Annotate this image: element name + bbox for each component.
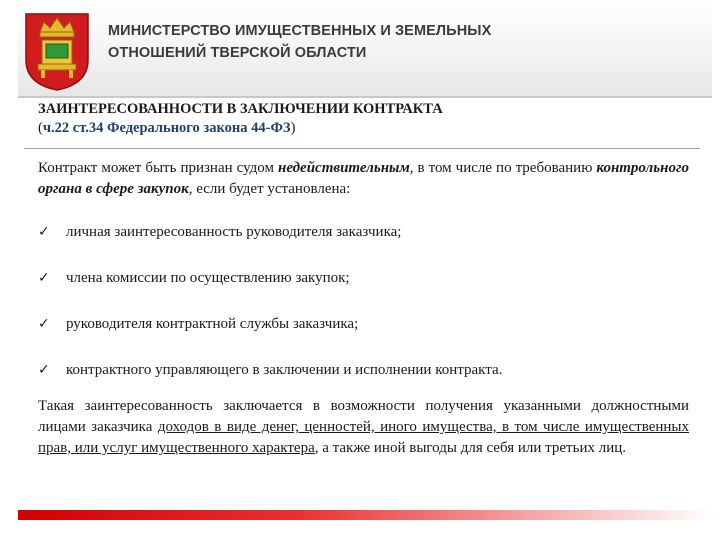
closing-underlined: доходов в виде денег, ценностей, иного имущества, в том числе имущественных прав, или услуг имущественного характера — [38, 419, 689, 456]
page-title — [38, 100, 688, 138]
intro-emphasis-invalid: недействительным — [278, 160, 410, 176]
ministry-name-line1: МИНИСТЕРСТВО ИМУЩЕСТВЕННЫХ И ЗЕМЕЛЬНЫХ — [108, 23, 492, 39]
closing-paragraph — [38, 396, 689, 459]
intro-text: Контракт может быть признан судом — [38, 160, 278, 176]
interest-list — [38, 222, 688, 406]
list-item — [38, 314, 688, 360]
title-line2 — [38, 119, 688, 138]
list-item-text: руководителя контрактной службы заказчика; — [66, 316, 359, 332]
header-divider — [18, 96, 712, 98]
list-item-text: личная заинтересованность руководителя заказчика; — [66, 224, 402, 240]
list-item-text: контрактного управляющего в заключении и исполнении контракта. — [66, 362, 503, 378]
list-item — [38, 268, 688, 314]
checkmark-icon: ✓ — [38, 270, 50, 286]
footer-accent-bar — [18, 510, 712, 520]
title-line1: ЗАИНТЕРЕСОВАННОСТИ В ЗАКЛЮЧЕНИИ КОНТРАКТА — [38, 101, 443, 117]
title-paren-close: ) — [290, 120, 296, 136]
intro-emphasis-authority: контрольного органа в сфере закупок — [38, 160, 689, 197]
checkmark-icon: ✓ — [38, 362, 50, 378]
law-reference: ч.22 ст.34 Федерального закона 44-ФЗ — [42, 120, 291, 136]
ministry-name — [108, 20, 668, 64]
title-paren-open: ( — [38, 120, 43, 136]
intro-paragraph — [38, 158, 689, 200]
checkmark-icon: ✓ — [38, 316, 50, 332]
closing-text: Такая заинтересованность заключается в возможности получения указанными должностными лицами заказчика — [38, 398, 689, 435]
list-item-text: члена комиссии по осуществлению закупок; — [66, 270, 350, 286]
intro-text: , в том числе по требованию — [409, 160, 597, 176]
checkmark-icon: ✓ — [38, 224, 50, 240]
tver-coat-of-arms-icon — [22, 10, 92, 92]
closing-text: , а также иной выгоды для себя или третьих лиц. — [314, 440, 627, 456]
list-item — [38, 222, 688, 268]
ministry-name-line2: ОТНОШЕНИЙ ТВЕРСКОЙ ОБЛАСТИ — [108, 45, 367, 61]
title-divider — [24, 148, 700, 149]
intro-text: , если будет установлена: — [188, 181, 351, 197]
